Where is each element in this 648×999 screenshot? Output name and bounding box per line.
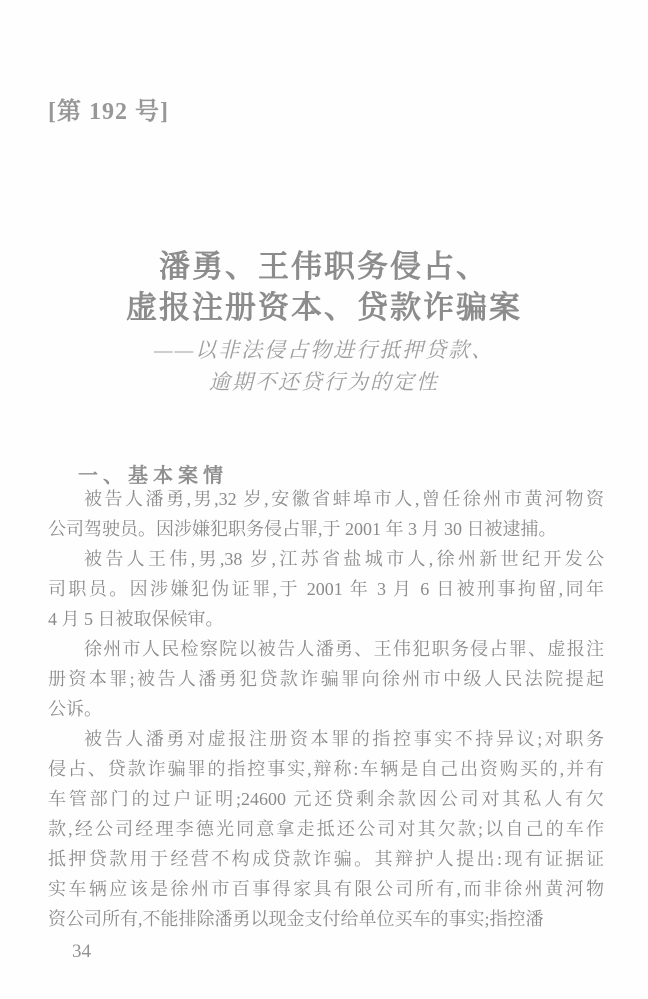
body-line: 被告人潘勇,男,32 岁,安徽省蚌埠市人,曾任徐州市黄河物资: [84, 489, 604, 509]
body-line: 车管部门的过户证明;24600 元还贷剩余款因公司对其私人有欠: [48, 789, 604, 809]
body-text: [48, 484, 604, 934]
body-line: 徐州市人民检察院以被告人潘勇、王伟犯职务侵占罪、虚报注: [84, 639, 604, 659]
body-line: 被告人王伟,男,38 岁,江苏省盐城市人,徐州新世纪开发公: [84, 549, 604, 569]
body-line: 资公司所有,不能排除潘勇以现金支付给单位买车的事实;指控潘: [48, 909, 544, 929]
body-line: 司职员。因涉嫌犯伪证罪,于 2001 年 3 月 6 日被刑事拘留,同年: [48, 579, 604, 599]
body-line: 被告人潘勇对虚报注册资本罪的指控事实不持异议;对职务: [84, 729, 604, 749]
body-line: 公司驾驶员。因涉嫌犯职务侵占罪,于 2001 年 3 月 30 日被逮捕。: [48, 519, 557, 539]
body-line: 实车辆应该是徐州市百事得家具有限公司所有,而非徐州黄河物: [48, 879, 604, 899]
case-title-line2: 虚报注册资本、贷款诈骗案: [126, 290, 522, 325]
body-line: 4 月 5 日被取保候审。: [48, 609, 224, 629]
case-title: [0, 246, 648, 328]
section-heading: 一、基本案情: [78, 465, 228, 487]
body-line: 侵占、贷款诈骗罪的指控事实,辩称:车辆是自己出资购买的,并有: [48, 759, 604, 779]
body-line: 公诉。: [48, 699, 102, 719]
case-subtitle-line2: 逾期不还贷行为的定性: [209, 370, 439, 394]
case-subtitle-line1: ——以非法侵占物进行抵押贷款、: [153, 338, 495, 362]
body-line: 册资本罪;被告人潘勇犯贷款诈骗罪向徐州市中级人民法院提起: [48, 669, 604, 689]
case-subtitle: [0, 334, 648, 398]
body-line: 款,经公司经理李德光同意拿走抵还公司对其欠款;以自己的车作: [48, 819, 604, 839]
case-number: [第 192 号]: [48, 99, 169, 125]
case-title-line1: 潘勇、王伟职务侵占、: [159, 249, 489, 284]
body-line: 抵押贷款用于经营不构成贷款诈骗。其辩护人提出:现有证据证: [48, 849, 604, 869]
page-number: 34: [72, 941, 91, 962]
